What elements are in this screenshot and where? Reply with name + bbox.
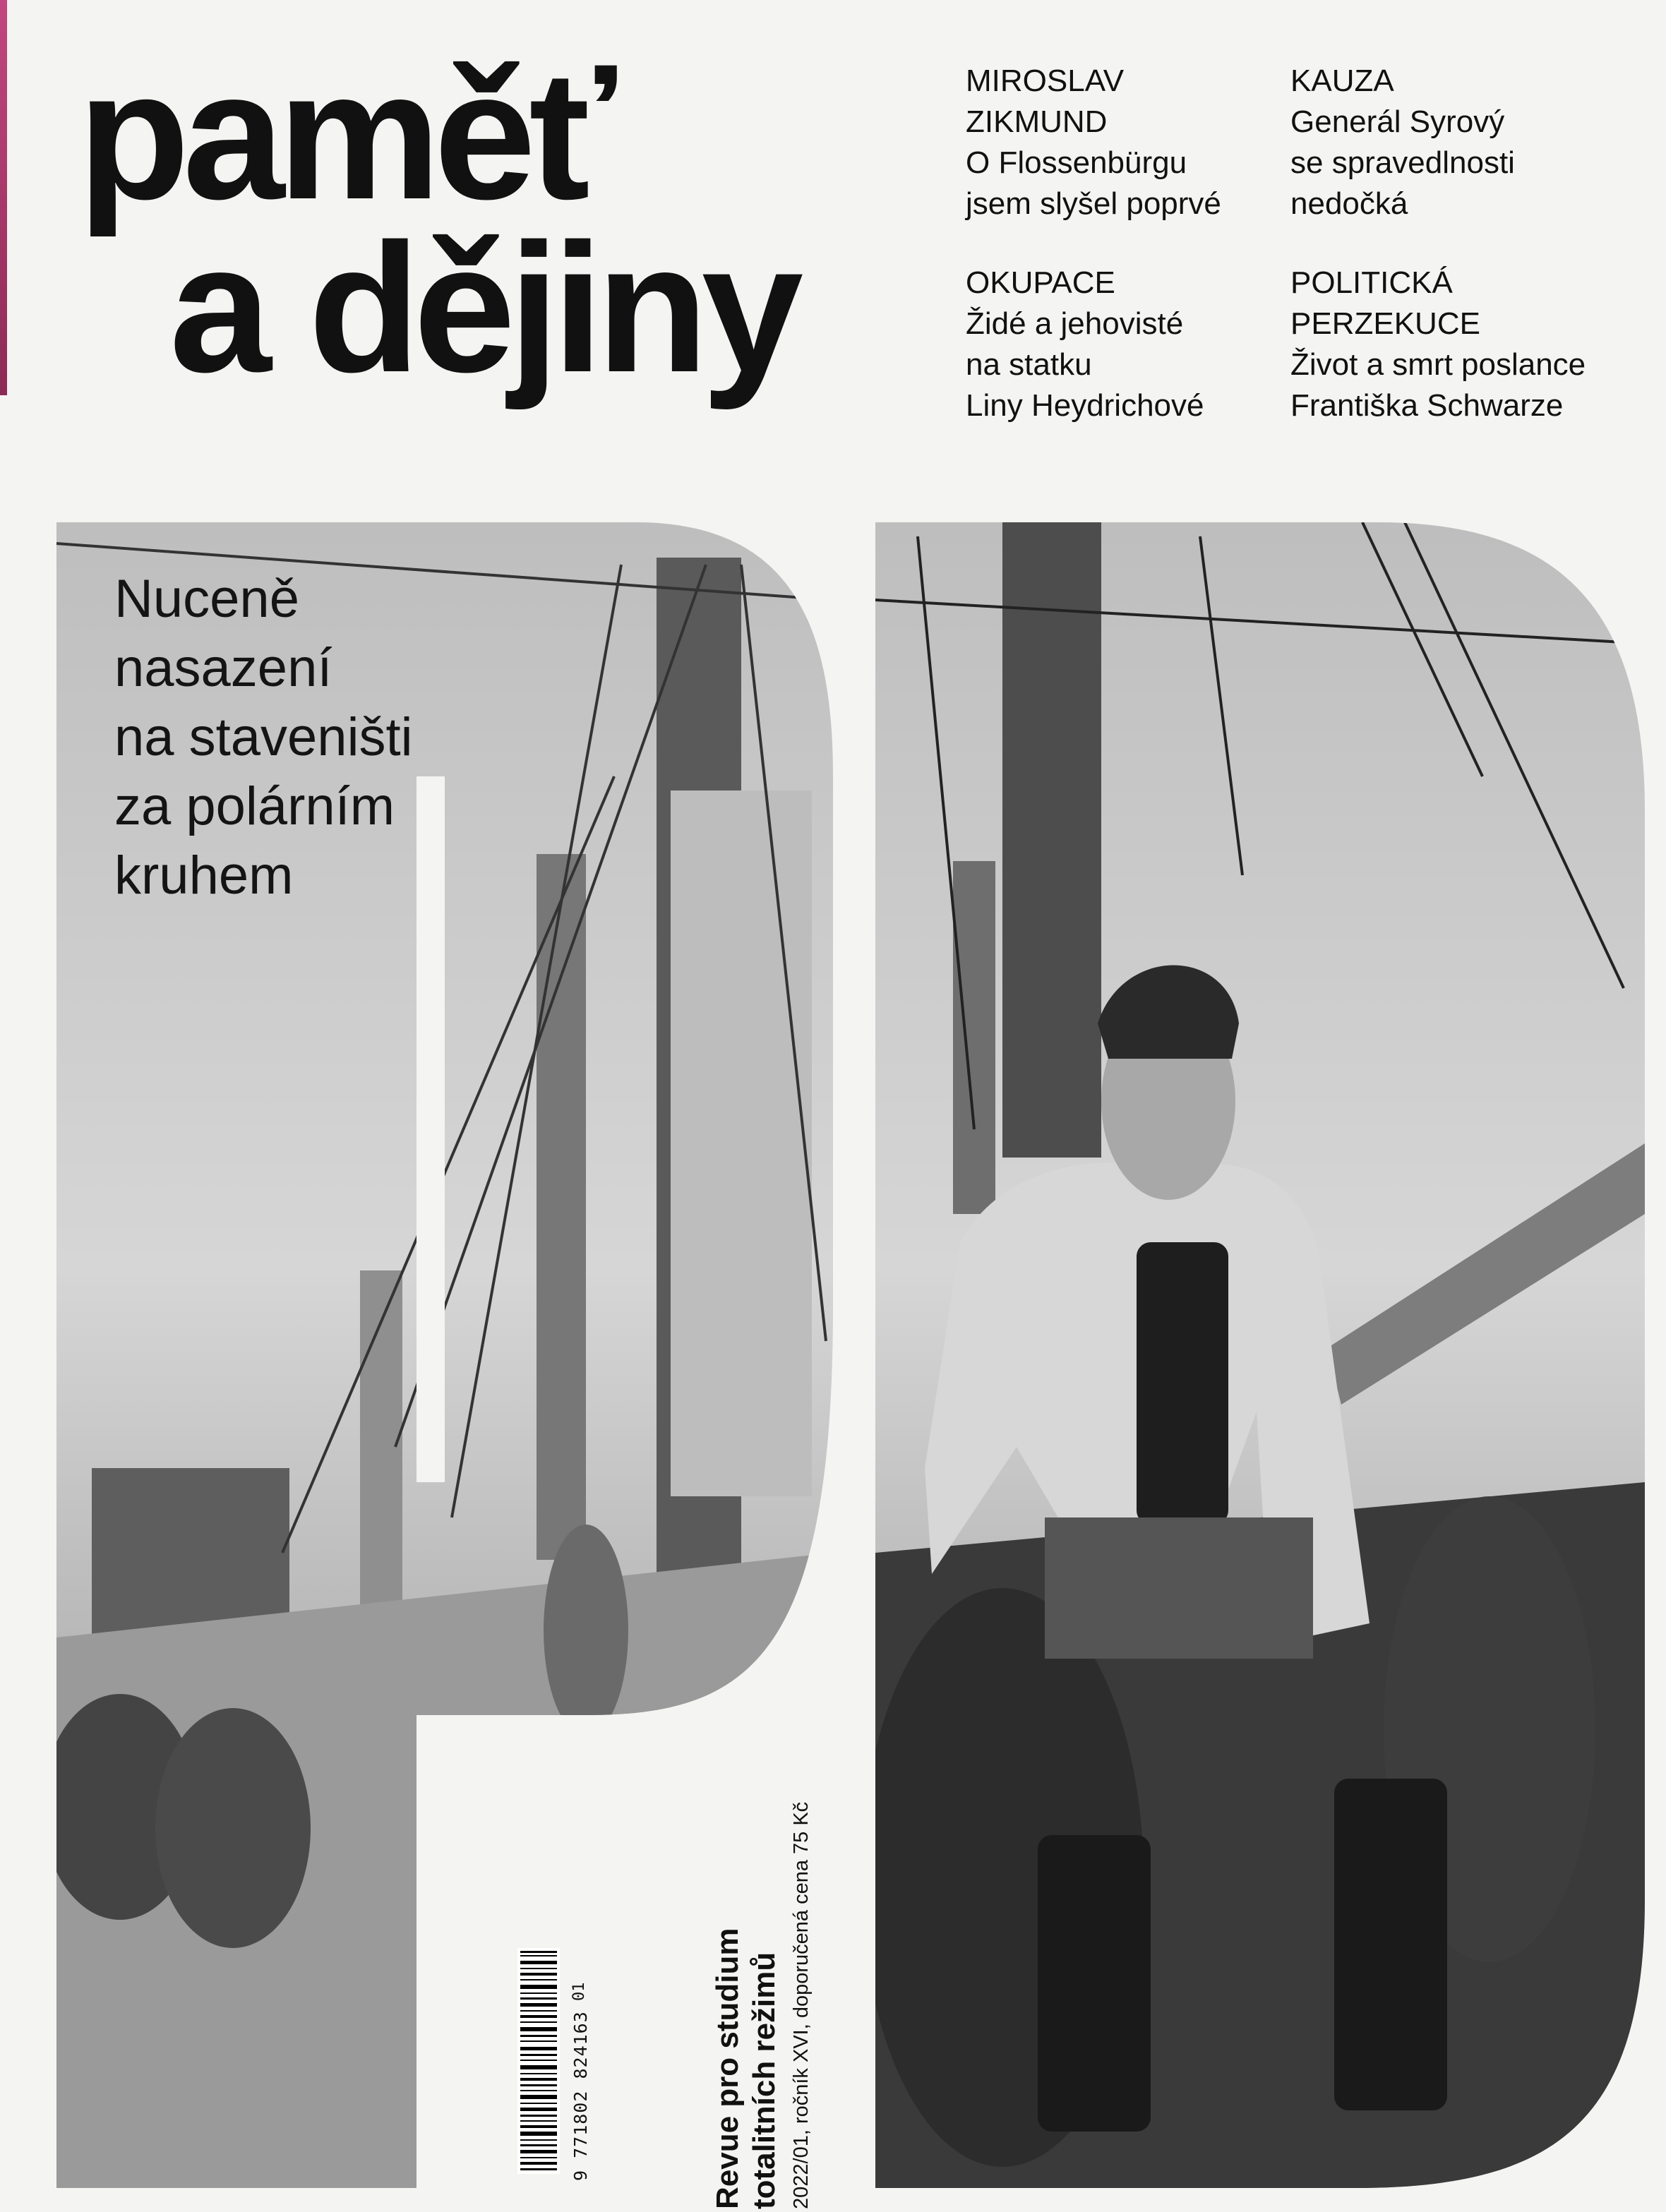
- teaser-headline: O Flossenbürgu jsem slyšel poprvé: [966, 145, 1221, 221]
- masthead-line-1: paměť: [78, 33, 610, 238]
- barcode-number: 9 771802 824163: [570, 2011, 591, 2181]
- photo-right-worker-on-ship: [847, 494, 1666, 2212]
- barcode-issue-suffix: 01: [570, 1982, 588, 2001]
- issue-info: 2022/01, ročník XVI, doporučená cena 75 Kč: [790, 1801, 813, 2209]
- cover-story-title: Nuceně nasazení na staveništi za polárním kruhem: [114, 569, 413, 906]
- magazine-tagline: Revue pro studium totalitních režimů: [710, 1928, 781, 2209]
- teaser-headline: Židé a jehovisté na statku Liny Heydrichové: [966, 306, 1204, 423]
- masthead-line-2: a dějiny: [169, 206, 797, 411]
- teaser-kicker: KAUZA: [1290, 64, 1394, 98]
- barcode: [517, 1948, 560, 2174]
- teaser-headline: Generál Syrový se spravedlnosti nedočká: [1290, 104, 1515, 221]
- teaser-headline: Život a smrt poslance Františka Schwarze: [1290, 347, 1586, 423]
- tagline-block: [709, 1757, 815, 2209]
- teaser-kicker: MIROSLAV ZIKMUND: [966, 64, 1125, 139]
- teaser-kicker: OKUPACE: [966, 265, 1115, 300]
- teaser-kicker: POLITICKÁ PERZEKUCE: [1290, 265, 1480, 341]
